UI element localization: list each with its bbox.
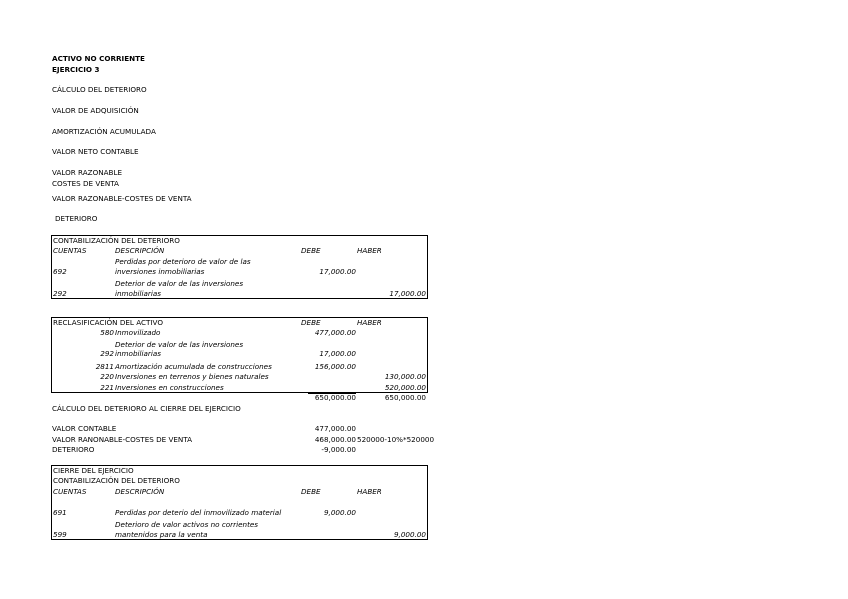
table1-title: CONTABILIZACIÓN DEL DETERIORO xyxy=(53,236,180,245)
table-row-desc: Deterioro de valor activos no corrientes xyxy=(115,520,259,529)
table3-header-debe: DEBE xyxy=(301,487,321,496)
table-row-haber: 520,000.00 xyxy=(384,383,426,392)
table3-header-haber: HABER xyxy=(357,487,382,496)
table-row-debe: 156,000.00 xyxy=(314,362,356,371)
table-row-cuenta: 580 xyxy=(100,328,114,337)
table-row-cuenta: 2811 xyxy=(95,362,114,371)
formula-text: 520000-10%*520000 xyxy=(357,435,435,444)
doc-title: ACTIVO NO CORRIENTE xyxy=(52,54,145,63)
cierre-calc-title: CÁLCULO DEL DETERIORO AL CIERRE DEL EJERCICIO xyxy=(52,404,241,413)
table-row-desc: Inversiones en construcciones xyxy=(115,383,224,392)
table2-header-debe: DEBE xyxy=(301,318,321,327)
table-row-desc2: inmobiliarias xyxy=(115,289,162,298)
valor-raz-costes-label: VALOR RAZONABLE-COSTES DE VENTA xyxy=(52,194,192,203)
table-row-desc: Perdidas por deterio del inmovilizado material xyxy=(115,508,282,517)
valor-contable-label: VALOR CONTABLE xyxy=(52,424,117,433)
table-row-cuenta: 599 xyxy=(53,530,67,539)
table-row-desc2: inmobiliarias xyxy=(115,349,162,358)
valor-raz-value: 468,000.00 xyxy=(314,435,356,444)
table3-header-descripcion: DESCRIPCIÓN xyxy=(115,487,165,496)
table-row-desc: Inmovilizado xyxy=(115,328,161,337)
table-row-debe: 477,000.00 xyxy=(314,328,356,337)
table-row-debe: 9,000.00 xyxy=(323,508,356,517)
table2-title: RECLASIFICACIÓN DEL ACTIVO xyxy=(53,318,163,327)
table-row-haber: 17,000.00 xyxy=(389,289,426,298)
table1-header-debe: DEBE xyxy=(301,246,321,255)
table-row-haber: 9,000.00 xyxy=(393,530,426,539)
table1-header-descripcion: DESCRIPCIÓN xyxy=(115,246,165,255)
amortizacion-label: AMORTIZACIÓN ACUMULADA xyxy=(52,127,156,136)
exercise-label: EJERCICIO 3 xyxy=(52,65,100,74)
valor-razonable-label: VALOR RAZONABLE xyxy=(52,168,123,177)
deterioro-label: DETERIORO xyxy=(55,214,98,223)
table-row-desc: Deterior de valor de las inversiones xyxy=(115,279,244,288)
table-row-haber: 130,000.00 xyxy=(384,372,426,381)
table-row-desc: Amortización acumulada de construcciones xyxy=(115,362,272,371)
table-row-cuenta: 220 xyxy=(100,372,114,381)
costes-venta-label: COSTES DE VENTA xyxy=(52,179,119,188)
valor-raz-label: VALOR RANONABLE-COSTES DE VENTA xyxy=(52,435,193,444)
table-row-cuenta: 691 xyxy=(53,508,67,517)
table3-title1: CIERRE DEL EJERCICIO xyxy=(53,466,134,475)
table-row-desc: Perdidas por deterioro de valor de las xyxy=(115,257,251,266)
table-row-cuenta: 221 xyxy=(100,383,114,392)
deterioro-cierre-value: -9,000.00 xyxy=(321,445,356,454)
table-row-cuenta: 292 xyxy=(53,289,67,298)
valor-contable-value: 477,000.00 xyxy=(314,424,356,433)
table2-header-haber: HABER xyxy=(357,318,382,327)
table-row-debe: 17,000.00 xyxy=(319,349,356,358)
table3-header-cuentas: CUENTAS xyxy=(53,487,87,496)
valor-neto-label: VALOR NETO CONTABLE xyxy=(52,147,139,156)
table3-title2: CONTABILIZACIÓN DEL DETERIORO xyxy=(53,476,180,485)
table1-header-haber: HABER xyxy=(357,246,382,255)
table-row-cuenta: 692 xyxy=(53,267,67,276)
table-row-desc2: inversiones inmobiliarias xyxy=(115,267,205,276)
table-row-debe: 17,000.00 xyxy=(319,267,356,276)
valor-adquisicion-label: VALOR DE ADQUISICIÓN xyxy=(52,106,139,115)
table1-header-cuentas: CUENTAS xyxy=(53,246,87,255)
total-haber: 650,000.00 xyxy=(384,393,426,402)
table-row-desc: Deterior de valor de las inversiones xyxy=(115,340,244,349)
total-debe: 650,000.00 xyxy=(314,393,356,402)
calc-title: CÁLCULO DEL DETERIORO xyxy=(52,85,147,94)
table-row-desc2: mantenidos para la venta xyxy=(115,530,208,539)
table-row-desc: Inversiones en terrenos y bienes naturales xyxy=(115,372,269,381)
table-row-cuenta: 292 xyxy=(100,349,114,358)
deterioro-cierre-label: DETERIORO xyxy=(52,445,95,454)
